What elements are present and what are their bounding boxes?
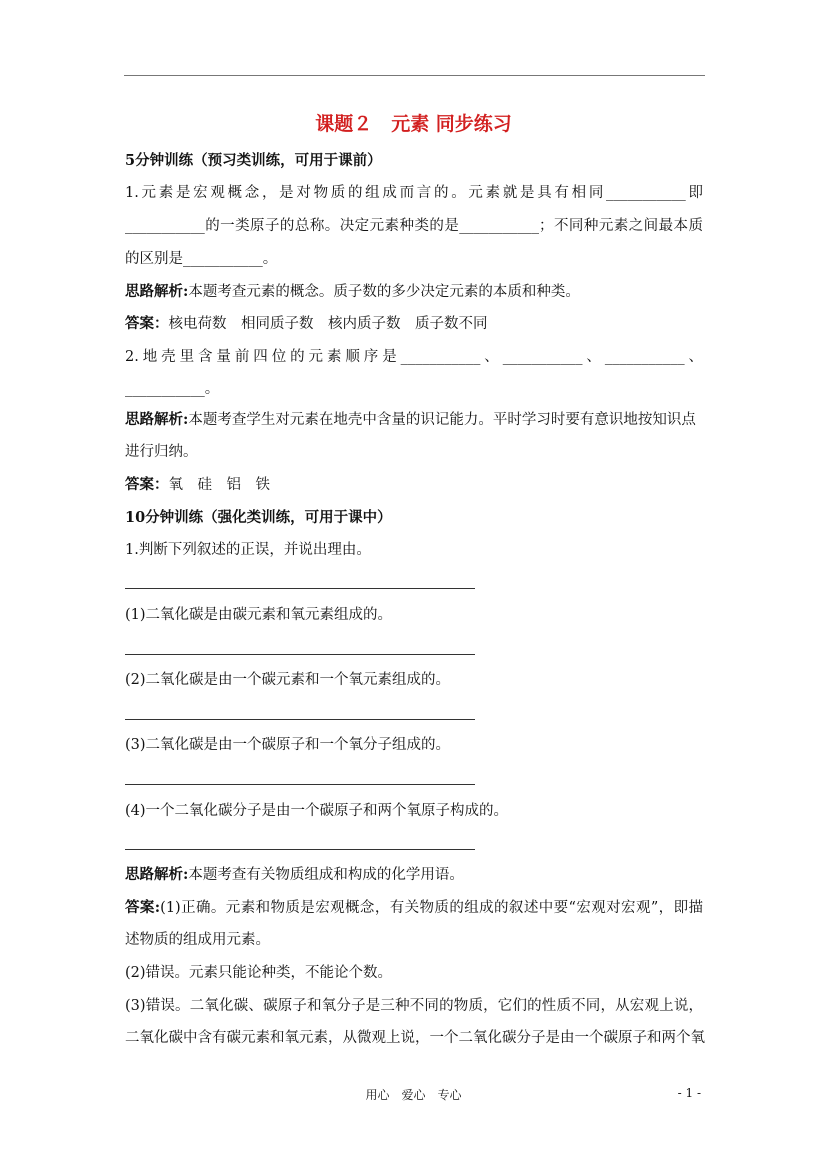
analysis-3 bbox=[125, 864, 464, 886]
statement-1: (1)二氧化碳是由碳元素和氧元素组成的。 bbox=[125, 607, 393, 623]
answer-blank-line bbox=[125, 849, 475, 850]
analysis-2-line-2: 进行归纳。 bbox=[125, 444, 198, 460]
answer-1 bbox=[125, 313, 488, 335]
answer-3-line-3: (2)错误。元素只能论种类，不能论个数。 bbox=[125, 965, 393, 981]
answer-label: 答案： bbox=[125, 476, 169, 493]
answer-text: 核电荷数 相同质子数 核内质子数 质子数不同 bbox=[168, 316, 488, 332]
question-1-line-3: 的区别是___________。 bbox=[125, 251, 278, 267]
page-title: 课题２ 元素 同步练习 bbox=[315, 113, 512, 135]
analysis-2 bbox=[125, 409, 696, 431]
analysis-label: 思路解析: bbox=[125, 283, 189, 300]
section-heading-10min: 10分钟训练（强化类训练，可用于课中） bbox=[125, 509, 392, 526]
question-judge: 1.判断下列叙述的正误，并说出理由。 bbox=[125, 542, 371, 558]
page-number: - 1 - bbox=[677, 1086, 701, 1100]
answer-blank-line bbox=[125, 784, 475, 785]
statement-4: (4)一个二氧化碳分子是由一个碳原子和两个氧原子构成的。 bbox=[125, 803, 509, 819]
question-1-line-2: ___________的一类原子的总称。决定元素种类的是___________；不同种元素之间最本质 bbox=[125, 218, 703, 234]
statement-2: (2)二氧化碳是由一个碳元素和一个氧元素组成的。 bbox=[125, 672, 451, 688]
footer-motto: 用心 爱心 专心 bbox=[365, 1088, 462, 1102]
section-heading-5min: 5分钟训练（预习类训练，可用于课前） bbox=[125, 152, 382, 169]
answer-text: 氧 硅 铝 铁 bbox=[168, 477, 270, 493]
answer-blank-line bbox=[125, 719, 475, 720]
question-1-line-1: 1.元素是宏观概念，是对物质的组成而言的。元素就是具有相同___________即 bbox=[125, 185, 703, 201]
analysis-text: 本题考查有关物质组成和构成的化学用语。 bbox=[188, 867, 464, 883]
answer-blank-line bbox=[125, 588, 475, 589]
statement-3: (3)二氧化碳是由一个碳原子和一个氧分子组成的。 bbox=[125, 737, 451, 753]
analysis-label: 思路解析: bbox=[125, 411, 189, 428]
question-2-line-1: 2.地壳里含量前四位的元素顺序是___________、___________、___________、 bbox=[125, 349, 703, 365]
analysis-text: 本题考查学生对元素在地壳中含量的识记能力。平时学习时要有意识地按知识点 bbox=[188, 412, 696, 428]
answer-3-line-4: (3)错误。二氧化碳、碳原子和氧分子是三种不同的物质，它们的性质不同，从宏观上说， bbox=[125, 998, 703, 1014]
answer-3-line-5: 二氧化碳中含有碳元素和氧元素，从微观上说，一个二氧化碳分子是由一个碳原子和两个氧 bbox=[125, 1030, 705, 1046]
analysis-label: 思路解析: bbox=[125, 866, 189, 883]
answer-text: (1)正确。元素和物质是宏观概念，有关物质的组成的叙述中要“宏观对宏观”，即描 bbox=[160, 900, 703, 916]
answer-label: 答案： bbox=[125, 315, 169, 332]
answer-blank-line bbox=[125, 654, 475, 655]
header-rule bbox=[124, 75, 705, 76]
answer-3-line-2: 述物质的组成用元素。 bbox=[125, 932, 270, 948]
question-2-line-2: ___________。 bbox=[125, 381, 220, 397]
answer-3 bbox=[125, 897, 703, 919]
analysis-1 bbox=[125, 281, 580, 303]
answer-label: 答案: bbox=[125, 899, 161, 916]
answer-2 bbox=[125, 474, 270, 496]
analysis-text: 本题考查元素的概念。质子数的多少决定元素的本质和种类。 bbox=[188, 284, 580, 300]
